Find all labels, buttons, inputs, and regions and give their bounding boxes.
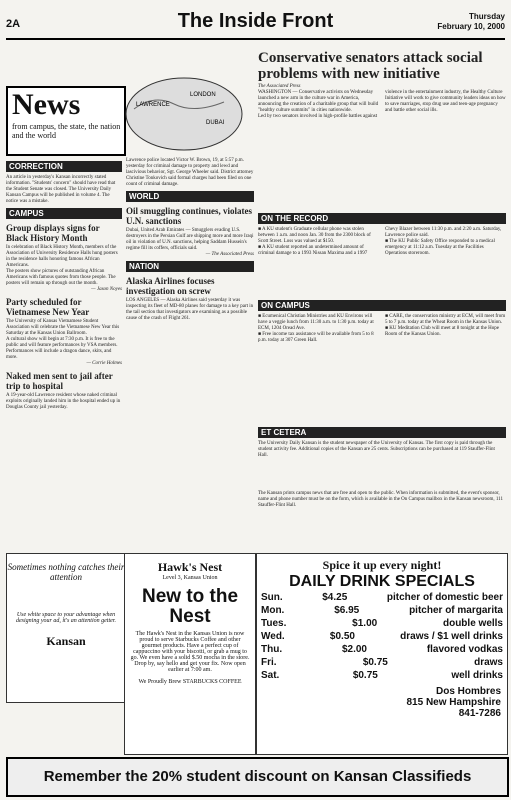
drink-day: Fri. xyxy=(261,657,277,668)
middle-column xyxy=(126,158,254,550)
kansan-logo: Kansan xyxy=(46,634,86,648)
drink-day: Mon. xyxy=(261,605,285,616)
drink-item: draws / $1 well drinks xyxy=(400,631,503,642)
kansan-cta: Use white space to your advantage when designing your ad, it's an attention getter. xyxy=(16,612,116,624)
label-dubai: DUBAI xyxy=(206,120,225,126)
page-header xyxy=(6,8,505,40)
correction-text: An article in yesterday's Kansan incorrectly stated information. "Students' concern" should have read that the Student Senate was closed. The University Daily Kansan Campus will be published in volume 4. The notice was a mistake. xyxy=(6,175,117,204)
lead-text: WASHINGTON — Conservative activists on Wednesday launched a new arm in the culture war in America, announcing the creation of a charitable group that will build "healthy culture summits" in cities nationwide. Led by two senators involved in high-profile battles against violence in the entertainment industry, the Healthy Culture Initiative will work to give community leaders ideas on how to save marriages, stop drug use and teen-age pregnancy and battle other social ills. xyxy=(258,90,506,119)
drink-specials-title: DAILY DRINK SPECIALS xyxy=(289,573,475,590)
on-the-record-text: ■ A KU student's Graduate cellular phone was stolen between 1 a.m. and noon Jan. 30 from the 2300 block of Scott Street. Loss was valued at $150. ■ A KU student reported an undetermined amount of criminal damage to a 1993 Nissan Maxima and a 1997 Chevy Blazer between 11:30 p.m. and 2:20 a.m. Saturday, Lawrence police said. ■ The KU Public Safety Office responded to a medical emergency at 11:12 a.m. Tuesday at the Facilities Operations storeroom. xyxy=(258,227,502,256)
drink-special xyxy=(257,591,507,604)
on-campus-header: ON CAMPUS xyxy=(258,300,506,311)
drink-specials-ad xyxy=(256,553,508,755)
hawks-nest-sub: Level 3, Kansas Union xyxy=(162,575,218,581)
campus-byline-2: — Corrie Holmes xyxy=(86,361,122,366)
bar-phone: 841-7286 xyxy=(458,708,501,719)
bar-name: Dos Hombres xyxy=(435,686,501,697)
drink-special xyxy=(257,643,507,656)
spice-head: Spice it up every night! xyxy=(322,558,442,572)
nation-header: NATION xyxy=(126,261,254,272)
kansan-slogan: Sometimes nothing catches their attention xyxy=(7,562,125,582)
et-cetera-text-2: The Kansan prints campus news that are free and open to the public. When information is submitted, the event's sponsor, name and phone number must be on the form, which is available in the On Campus mailbox in the Kansan newsroom, 111 Stauffer-Flint Hall. xyxy=(258,491,505,508)
drink-price: $6.95 xyxy=(334,605,360,616)
news-box xyxy=(6,86,126,156)
drink-special xyxy=(257,604,507,617)
campus-text-1: In celebration of Black History Month, members of the Association of University Residence Halls hung posters in the residence halls honoring famous African Americans. The posters show pictures of outstanding African Americans with famous quotes from those people. The posters will remain up through out the month. xyxy=(6,245,118,286)
nation-headline: Alaska Airlines focuses investigation on screw xyxy=(126,276,215,296)
et-cetera-text: The University Daily Kansan is the student newspaper of the University of Kansas. The first copy is paid through the student activity fee. Additional copies of the Kansan are 25 cents. Subscriptions can be purchased at 119 Stauffer-Flint Hall. xyxy=(258,441,497,458)
drink-day: Wed. xyxy=(261,631,285,642)
world-header: WORLD xyxy=(126,191,254,202)
on-campus-text: ■ Ecumenical Christian Ministries and KU Environs will have a veggie lunch from 11:30 a.m. to 1:30 p.m. today at ECM, 1204 Oread Ave. ■ Free income tax assistance will be available from 5 to 8 p.m. today at 307 Green Hall. ■ CARE, the conservation ministry at ECM, will meet from 5 to 7 p.m. today at the Wheat Room in the Kansas Union. ■ KU Meditation Club will meet at 8 tonight at the Hope Room of the Kansas Union. xyxy=(258,314,506,343)
et-cetera-header: ET CETERA xyxy=(258,427,506,438)
label-lawrence: LAWRENCE xyxy=(136,102,170,108)
drink-price: $0.75 xyxy=(362,657,388,668)
drink-item: well drinks xyxy=(451,670,503,681)
police-text: Lawrence police located Victor W. Brown, 19, at 5:57 p.m. yesterday for criminal damage to property and lewd and lascivious behavior, Sgt. George Wheeler said. District attorney Christine Tonkovich said formal charges had been filed on one count of criminal damage. xyxy=(126,158,255,187)
drink-list xyxy=(257,591,507,682)
section-title: The Inside Front xyxy=(177,10,334,32)
world-text: Dubai, United Arab Emirates — Smugglers evading U.S. destroyers in the Persian Gulf are shipping more and more Iraqi oil in violation of U.N. sanctions, helping Saddam Hussein's regime fill its coffers, officials said. xyxy=(126,228,255,251)
drink-special xyxy=(257,617,507,630)
world-byline: — The Associated Press xyxy=(205,252,254,257)
globe-map xyxy=(124,74,244,154)
drink-price: $1.00 xyxy=(352,618,378,629)
left-column xyxy=(6,158,122,550)
hawks-nest-text: The Hawk's Nest in the Kansas Union is now proud to serve Starbucks Coffee and other gourmet products. Have a perfect cup of cappuccino with your biscotti, or grab a mug to go. We even have a solid $.50 mocha in the store. Drop by, say hello and get your fix. Now open earlier at 7:00 am. xyxy=(130,631,250,673)
issue-date xyxy=(437,12,505,32)
starbucks-footer: We Proudly Brew STARBUCKS COFFEE xyxy=(138,679,242,685)
drink-day: Tues. xyxy=(261,618,287,629)
hawks-nest-ad xyxy=(124,553,256,755)
campus-text-2: The University of Kansas Vietnamese Student Association will celebrate the Vietnamese New Year this Saturday at the Kansas Union Ballroom. A cultural show will begin at 7:30 p.m. It is free to the public and will feature performances by VSA members. Performances will include a dragon dance, skits, and more. xyxy=(6,319,120,360)
drink-day: Sat. xyxy=(261,670,280,681)
drink-item: flavored vodkas xyxy=(426,644,503,655)
lead-headline: Conservative senators attack social problems with new initiative xyxy=(258,50,483,82)
drink-price: $0.75 xyxy=(352,670,378,681)
drink-price: $4.25 xyxy=(322,592,348,603)
campus-text-3: A 19-year-old Lawrence resident whose naked criminal exploits originally landed him in the hospital ended up in Douglas County jail yesterday. xyxy=(6,393,122,410)
drink-special xyxy=(257,656,507,669)
page-number: 2A xyxy=(6,18,21,30)
issue-date-text: February 10, 2000 xyxy=(437,22,505,31)
drink-price: $2.00 xyxy=(341,644,367,655)
lead-byline: The Associated Press xyxy=(258,84,301,89)
classifieds-banner: Remember the 20% student discount on Kansan Classifieds xyxy=(6,757,509,797)
drink-special xyxy=(257,630,507,643)
kansan-ad xyxy=(6,553,126,703)
drink-day: Thu. xyxy=(261,644,283,655)
correction-header: CORRECTION xyxy=(6,161,122,172)
drink-price: $0.50 xyxy=(329,631,355,642)
right-column xyxy=(258,46,506,550)
drink-item: draws xyxy=(474,657,503,668)
hawks-nest-title: Hawk's Nest xyxy=(157,560,223,574)
bar-address: 815 New Hampshire xyxy=(406,697,501,708)
issue-day: Thursday xyxy=(468,12,505,21)
campus-header: CAMPUS xyxy=(6,208,122,219)
news-subtitle: from campus, the state, the nation and the world xyxy=(12,122,121,140)
campus-headline-2: Party scheduled for Vietnamese New Year xyxy=(6,297,90,317)
on-the-record-header: ON THE RECORD xyxy=(258,213,506,224)
label-london: LONDON xyxy=(190,92,216,98)
nation-text: LOS ANGELES — Alaska Airlines said yesterday it was inspecting its fleet of MD-80 planes for damage to a key part in the tail section that investigators are examining as a possible cause of the crash of Flight 261. xyxy=(126,298,255,321)
news-title: News xyxy=(12,88,81,121)
drink-special xyxy=(257,669,507,682)
campus-headline-3: Naked men sent to jail after trip to hospital xyxy=(6,371,113,391)
world-headline: Oil smuggling continues, violates U.N. sanctions xyxy=(126,206,253,226)
drink-item: double wells xyxy=(442,618,503,629)
campus-headline-1: Group displays signs for Black History Month xyxy=(6,223,100,243)
hawks-nest-headline: New to the Nest xyxy=(141,586,239,627)
campus-byline-1: — Jason Noyes xyxy=(91,287,122,292)
drink-item: pitcher of margarita xyxy=(409,605,503,616)
drink-item: pitcher of domestic beer xyxy=(386,592,503,603)
drink-day: Sun. xyxy=(261,592,283,603)
